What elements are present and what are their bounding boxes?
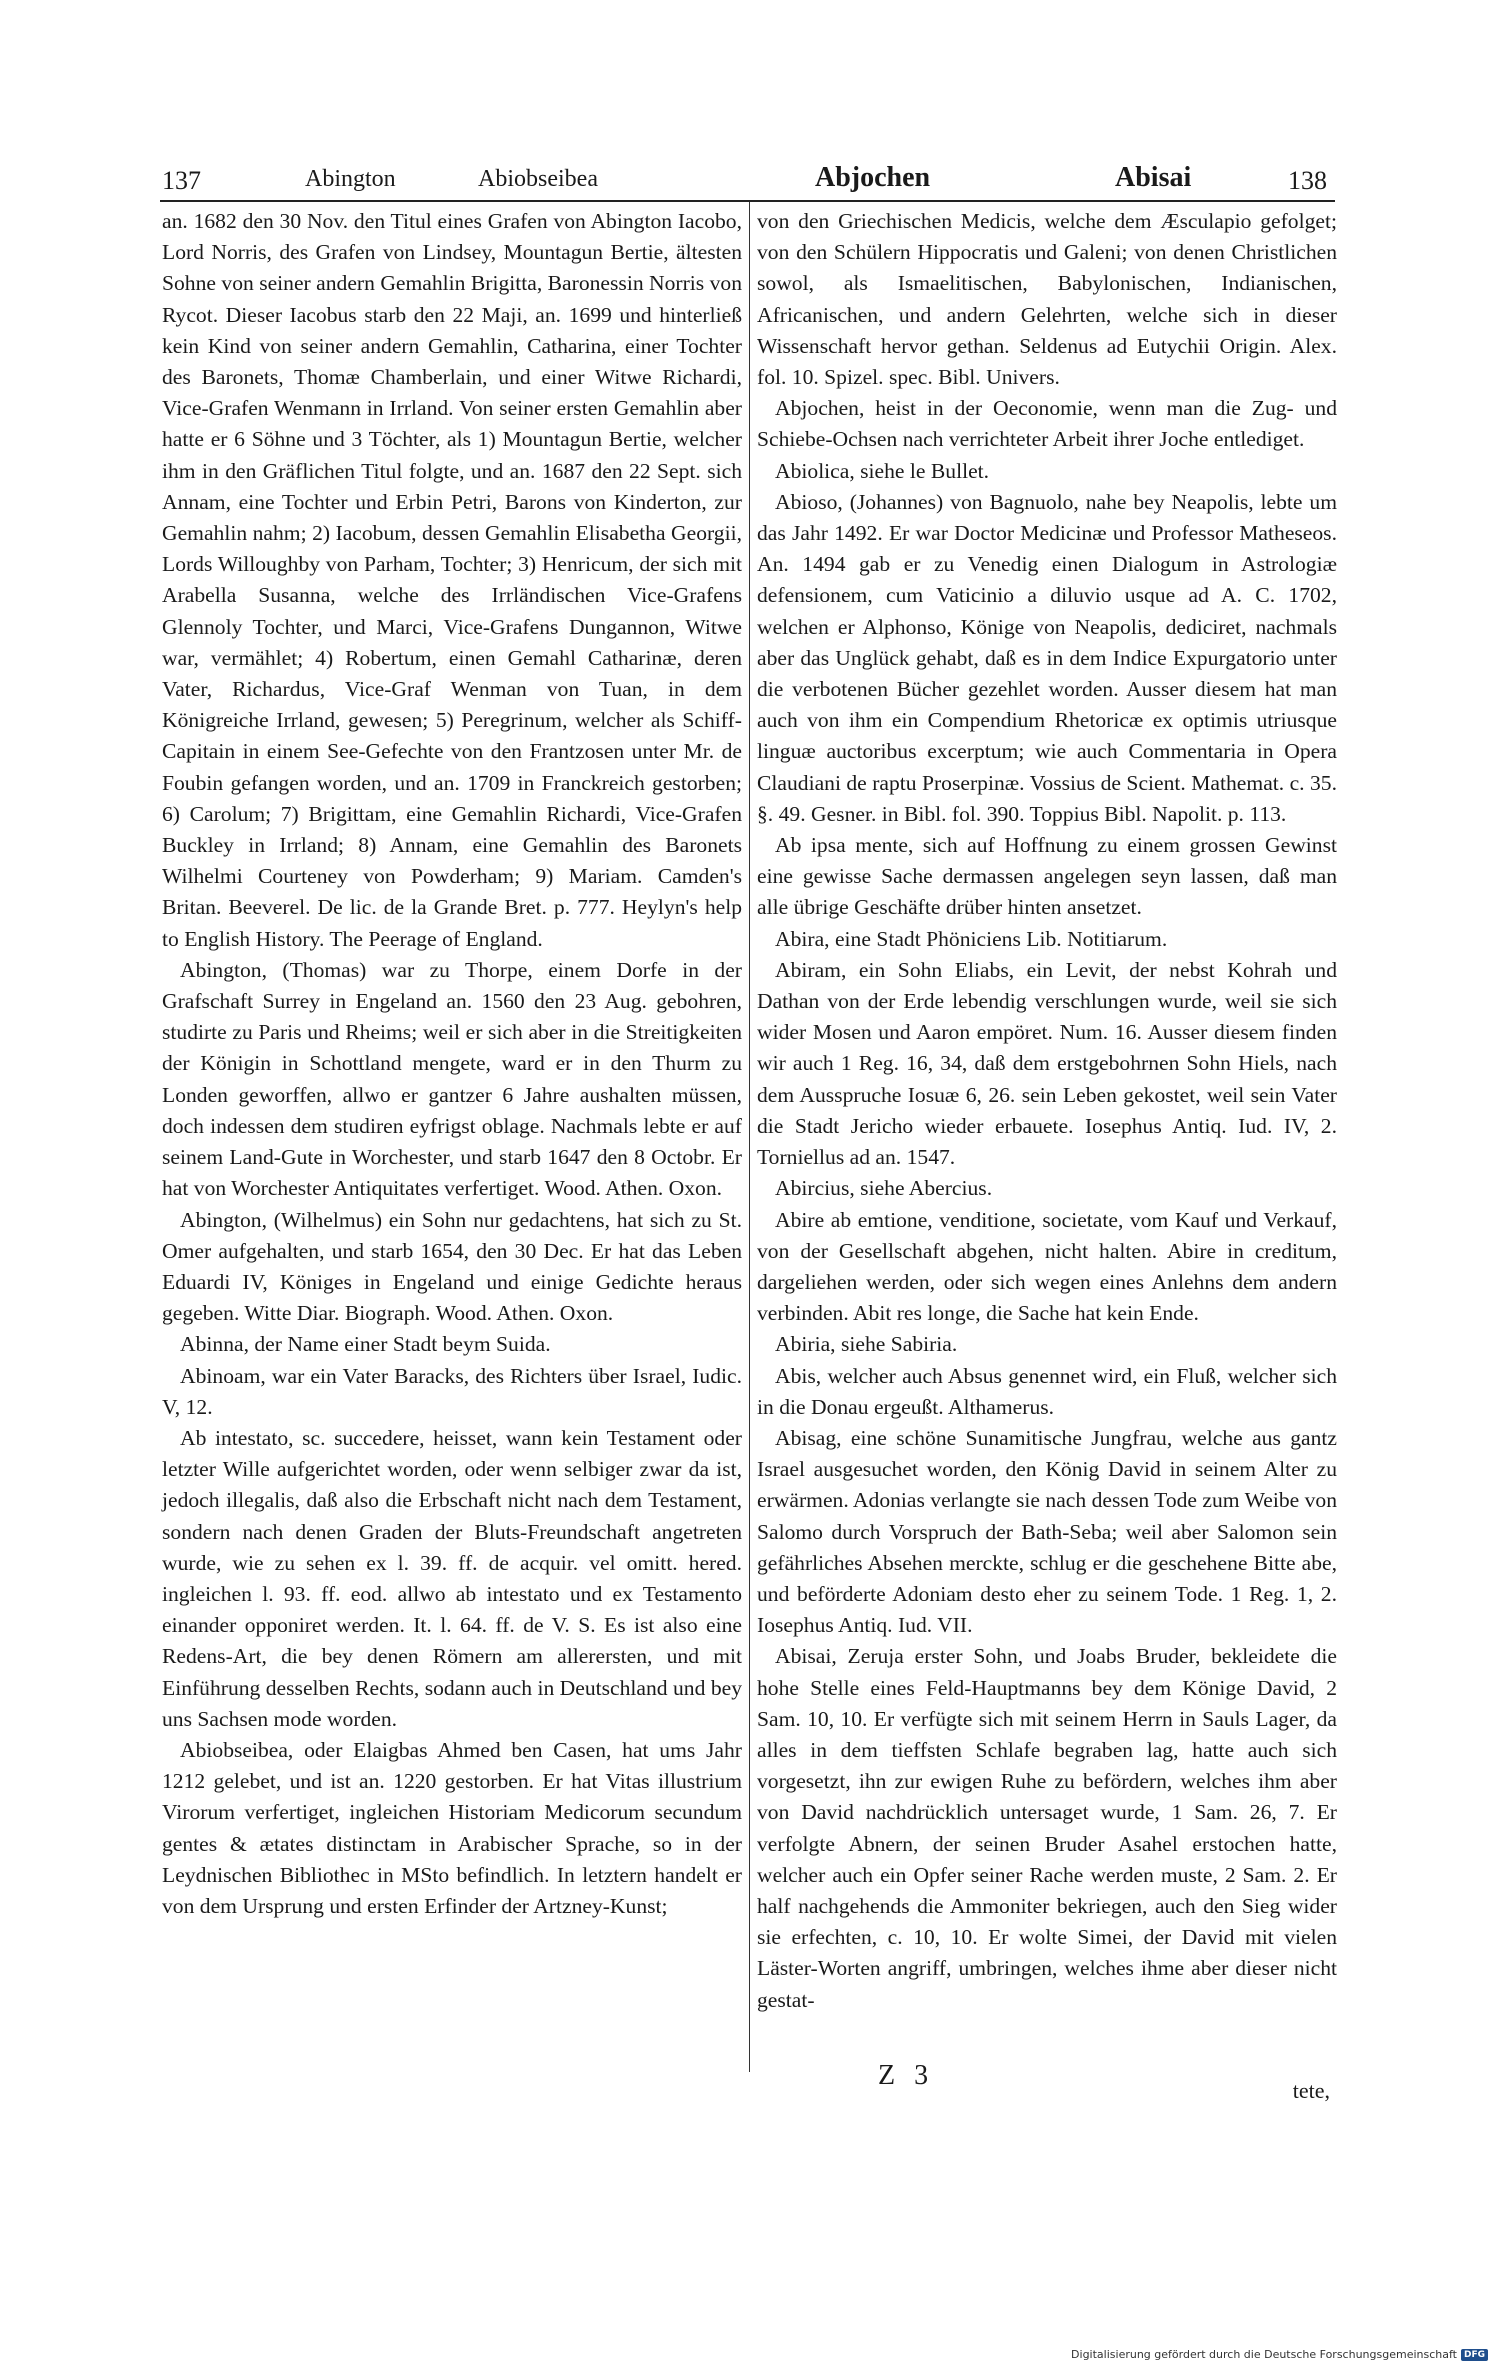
entry-abington-cont: an. 1682 den 30 Nov. den Titul eines Grafen von Abington Iacobo, Lord Norris, des Grafen von Lindsey, Mountagun Bertie, ältesten Sohne von seiner andern Gemahlin Brigitta, Baronessin Norris von Rycot. Dieser Iacobus starb den 22 Maji, an. 1699 und hinterließ kein Kind von seiner andern Gemahlin, Catharina, einer Tochter des Baronets, Thomæ Chamberlain, und einer Witwe Richardi, Vice-Grafen Wenmann in Irrland. Von seiner ersten Gemahlin aber hatte er 6 Söhne und 3 Töchter, als 1) Mountagun Bertie, welcher ihm in den Gräflichen Titul folgte, und an. 1687 den 22 Sept. sich Annam, eine Tochter und Erbin Petri, Barons von Kinderton, zur Gemahlin nahm; 2) Iacobum, dessen Gemahlin Elisabetha Georgii, Lords Willoughby von Parham, Tochter; 3) Henricum, der sich mit Arabella Susanna, welche des Irrländischen Vice-Grafens Glennoly Tochter, und Marci, Vice-Grafens Dungannon, Witwe war, vermählet; 4) Robertum, einen Gemahl Catharinæ, deren Vater, Richardus, Vice-Graf Wenman von Tuan, in dem Königreiche Irrland, gewesen; 5) Peregrinum, welcher als Schiff-Capitain in einem See-Gefechte von den Frantzosen unter Mr. de Foubin gefangen worden, und an. 1709 in Franckreich gestorben; 6) Carolum; 7) Brigittam, eine Gemahlin Richardi, Vice-Grafen Buckley in Irrland; 8) Annam, eine Gemahlin des Baronets Wilhelmi Courteney von Powderham; 9) Mariam. Camden's Britan. Beeverel. De lic. de la Grande Bret. p. 777. Heylyn's help to English History. The Peerage of England. <box>162 209 742 951</box>
entry-abire: Abire ab emtione, venditione, societate, vom Kauf und Verkauf, von der Gesellschaft abgehen, nicht halten. Abire in creditum, dargeliehen werden, oder sich wegen eines Anlehns dem andern verbinden. Abit res longe, die Sache hat kein Ende. <box>757 1207 1337 1326</box>
entry-abira: Abira, eine Stadt Phöniciens Lib. Notitiarum. <box>775 926 1168 951</box>
entry-abiobseibea-cont: von den Griechischen Medicis, welche dem Æsculapio gefolget; von den Schülern Hippocratis und Galeni; von denen Christlichen sowol, als Ismaelitischen, Babylonischen, Indianischen, Africanischen, und andern Gelehrten, welche sich in dieser Wissenschaft hervor gethan. Seldenus ad Eutychii Origin. Alex. fol. 10. Spizel. spec. Bibl. Univers. <box>757 209 1337 390</box>
entry-abinoam: Abinoam, war ein Vater Baracks, des Richters über Israel, Iudic. V, 12. <box>162 1363 742 1419</box>
digitization-footer <box>1071 2348 1488 2361</box>
page-header <box>160 162 1335 202</box>
header-keyword-abjochen: Abjochen <box>815 162 931 193</box>
header-rule <box>160 200 1335 202</box>
page-number-left: 137 <box>162 166 201 195</box>
signature-mark: Z 3 <box>878 2060 935 2091</box>
header-keyword-abisai: Abisai <box>1115 162 1192 193</box>
entry-abington-wilhelmus: Abington, (Wilhelmus) ein Sohn nur gedachtens, hat sich zu St. Omer aufgehalten, und starb 1654, den 30 Dec. Er hat das Leben Eduardi IV, Königes in Engeland und einige Gedichte heraus gegeben. Witte Diar. Biograph. Wood. Athen. Oxon. <box>162 1207 742 1326</box>
entry-abiram: Abiram, ein Sohn Eliabs, ein Levit, der nebst Kohrah und Dathan von der Erde lebendig verschlungen wurde, weil sie sich wider Mosen und Aaron empöret. Num. 16. Ausser diesem finden wir auch 1 Reg. 16, 34, daß dem erstgebohrnen Sohn Hiels, nach dem Ausspruche Iosuæ 6, 26. sein Leben gekostet, weil sein Vater die Stadt Jericho wieder erbauete. Iosephus Antiq. Iud. IV, 2. Torniellus ad an. 1547. <box>757 957 1337 1170</box>
entry-abiolica: Abiolica, siehe le Bullet. <box>775 458 990 483</box>
entry-abisag: Abisag, eine schöne Sunamitische Jungfrau, welche aus gantz Israel ausgesuchet worden, den König David in seinem Alter zu erwärmen. Adonias verlangte sie nach dessen Tode zum Weibe von Salomo durch Vorspruch der Bath-Seba; weil aber Salomon sein gefährliches Absehen merckte, schlug er die geschehene Bitte abe, und beförderte Adoniam desto eher zu seinem Tode. 1 Reg. 1, 2. Iosephus Antiq. Iud. VII. <box>757 1425 1338 1638</box>
entry-abisai: Abisai, Zeruja erster Sohn, und Joabs Bruder, bekleidete die hohe Stelle eines Feld-Hauptmanns bey dem Könige David, 2 Sam. 10, 10. Er verfügte sich mit seinem Herrn in Sauls Lager, da alles in dem tieffsten Schlafe begraben lag, hatte auch sich vorgesetzt, ihn zur ewigen Ruhe zu befördern, welches ihm aber von David nachdrücklich untersaget wurde, 1 Sam. 26, 7. Er verfolgte Abnern, der seinen Bruder Asahel erstochen hatte, welcher auch ein Opfer seiner Rache werden muste, 2 Sam. 2. Er half nachgehends die Ammoniter bekriegen, auch den Sieg wider sie erfechten, c. 10, 10. Er wolte Simei, der David mit vielen Läster-Worten angriff, umbringen, welches ihme aber dieser nicht gestat- <box>757 1644 1337 2012</box>
entry-abjochen: Abjochen, heist in der Oeconomie, wenn man die Zug- und Schiebe-Ochsen nach verrichteter Arbeit ihrer Joche entlediget. <box>757 396 1337 452</box>
header-keyword-abington: Abington <box>305 166 396 192</box>
entry-abiobseibea: Abiobseibea, oder Elaigbas Ahmed ben Casen, hat ums Jahr 1212 gelebet, und ist an. 1220 gestorben. Er hat Vitas illustrium Virorum verfertiget, ingleichen Historiam Medicorum secundum gentes & ætates distinctam in Arabischer Sprache, so in der Leydnischen Bibliothec in MSto befindlich. In letztern handelt er von dem Ursprung und ersten Erfinder der Artzney-Kunst; <box>162 1737 742 1918</box>
dfg-logo-icon: DFG <box>1461 2349 1488 2361</box>
right-column <box>757 206 1337 2016</box>
page-number-right: 138 <box>1288 166 1327 195</box>
entry-abinna: Abinna, der Name einer Stadt beym Suida. <box>180 1332 551 1357</box>
entry-abington-thomas: Abington, (Thomas) war zu Thorpe, einem Dorfe in der Grafschaft Surrey in Engeland an. 1560 den 23 Aug. gebohren, studirte zu Paris und Rheims; weil er sich aber in die Streitigkeiten der Königin in Schottland mengete, ward er in den Thurm zu Londen geworffen, allwo er gantzer 6 Jahre aushalten müssen, doch indessen dem studiren eyfrigst oblage. Nachmals lebte er auf seinem Land-Gute in Worchester, und starb 1647 den 8 Octobr. Er hat von Worchester Antiquitates verfertiget. Wood. Athen. Oxon. <box>162 957 742 1201</box>
entry-ab-intestato: Ab intestato, sc. succedere, heisset, wann kein Testament oder letzter Wille aufgerichtet worden, oder wenn selbiger zwar da ist, jedoch illegalis, daß also die Erbschaft nicht nach dem Testament, sondern nach denen Graden der Bluts-Freundschaft angetreten wurde, wie zu sehen ex l. 39. ff. de acquir. vel omitt. hered. ingleichen l. 93. ff. eod. allwo ab intestato und ex Testamento einander opponiret werden. It. l. 64. ff. de V. S. Es ist also eine Redens-Art, die bey denen Römern am allerersten, und mit Einführung desselben Rechts, sodann auch in Deutschland und bey uns Sachsen mode worden. <box>162 1425 742 1731</box>
entry-abis: Abis, welcher auch Absus genennet wird, ein Fluß, welcher sich in die Donau ergeußt. Althamerus. <box>757 1363 1337 1419</box>
catchword: tete, <box>1292 2078 1330 2103</box>
header-keyword-abiobseibea: Abiobseibea <box>478 166 598 192</box>
column-divider <box>749 202 750 2072</box>
entry-abioso: Abioso, (Johannes) von Bagnuolo, nahe bey Neapolis, lebte um das Jahr 1492. Er war Doctor Medicinæ und Professor Matheseos. An. 1494 gab er zu Venedig einen Dialogum in Astrologiæ defensionem, cum Vaticinio a diluvio usque ad A. C. 1702, welchen er Alphonso, Könige von Neapolis, dediciret, nachmals aber das Unglück gehabt, daß es in dem Indice Expurgatorio unter die verbotenen Bücher gezehlet worden. Ausser diesem hat man auch von ihm ein Compendium Rhetoricæ ex optimis utriusque linguæ auctoribus excerptum; wie auch Commentaria in Opera Claudiani de raptu Proserpinæ. Vossius de Scient. Mathemat. c. 35. §. 49. Gesner. in Bibl. fol. 390. Toppius Bibl. Napolit. p. 113. <box>757 489 1337 826</box>
entry-abircius: Abircius, siehe Abercius. <box>775 1176 993 1201</box>
footer-text: Digitalisierung gefördert durch die Deutsche Forschungsgemeinschaft <box>1071 2348 1457 2361</box>
entry-abiria: Abiria, siehe Sabiria. <box>775 1332 958 1357</box>
left-column <box>162 206 742 1922</box>
entry-ab-ipsa-mente: Ab ipsa mente, sich auf Hoffnung zu einem grossen Gewinst eine gewisse Sache dermassen angelegen seyn lassen, daß man alle übrige Geschäfte drüber hinten ansetzet. <box>757 833 1337 920</box>
